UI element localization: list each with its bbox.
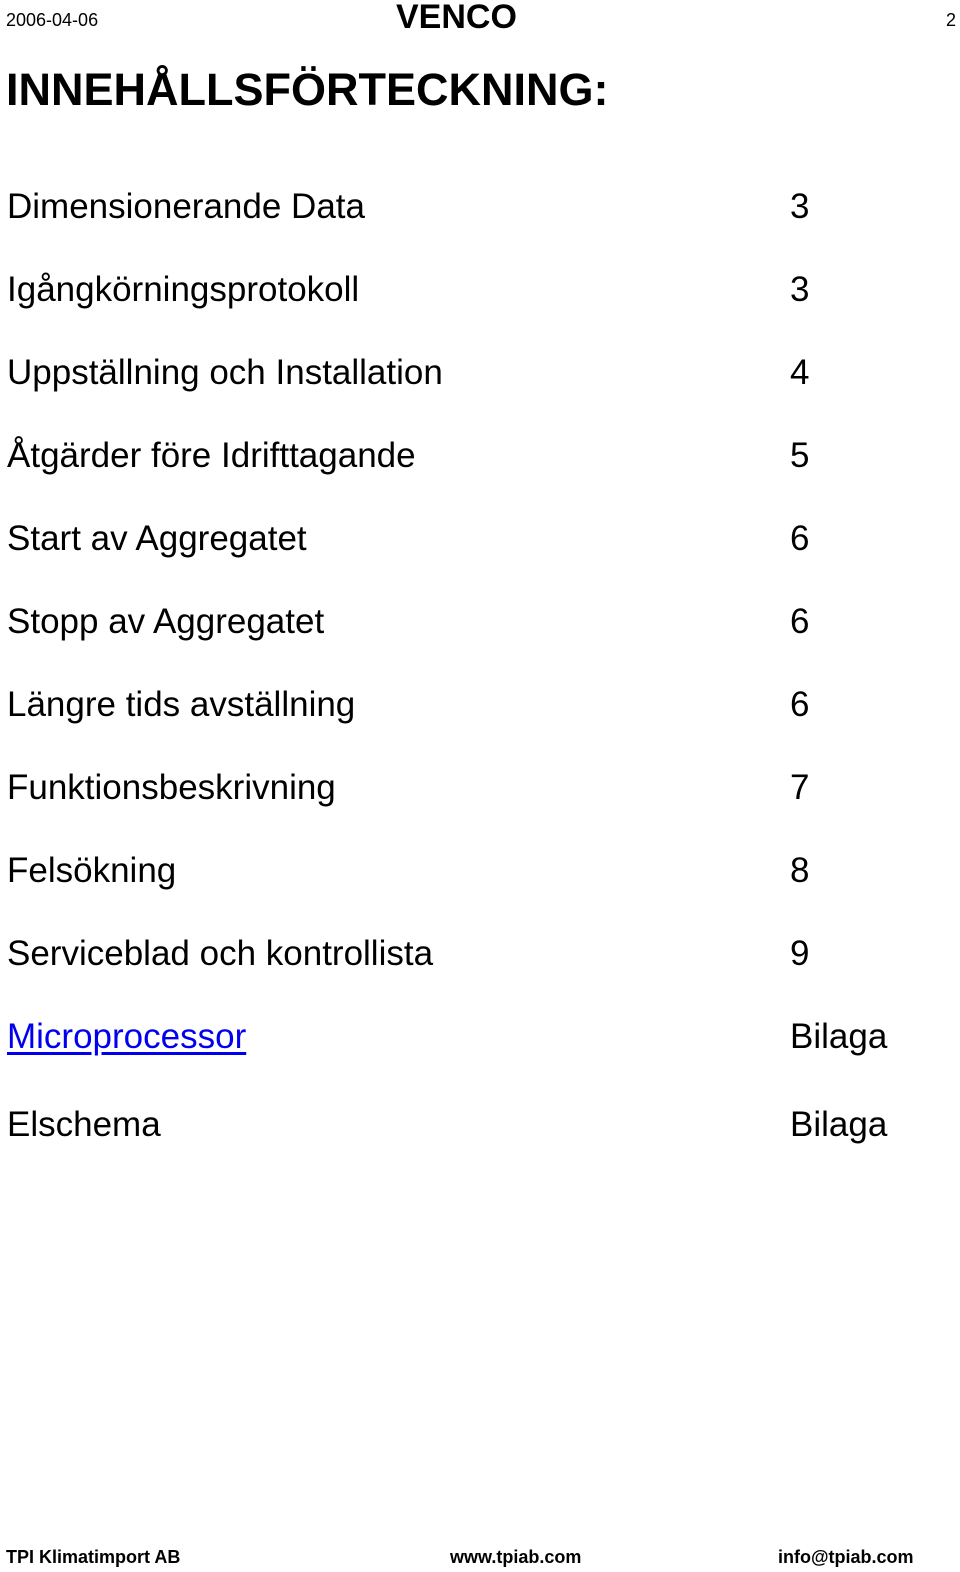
toc-item-page: 4 [790,353,810,392]
toc-item-page: 8 [790,851,810,890]
toc-item-page: 3 [790,270,810,309]
footer-company: TPI Klimatimport AB [6,1547,181,1567]
header-date: 2006-04-06 [6,10,99,30]
toc-item-page: 6 [790,685,810,724]
toc-item-label: Funktionsbeskrivning [7,768,336,807]
toc-item-funktionsbeskrivning [0,766,960,814]
microprocessor-link[interactable]: Microprocessor [7,1017,247,1056]
toc-item-label: Start av Aggregatet [7,519,307,558]
toc-item-page: 7 [790,768,810,807]
toc-item-label: Stopp av Aggregatet [7,602,325,641]
toc-item-page: 6 [790,602,810,641]
page-number: 2 [945,10,956,30]
toc-item-page: Bilaga [790,1105,888,1144]
toc-item-atgarder-fore-idrifttagande [0,434,960,482]
toc-item-elschema [0,1103,960,1151]
toc-item-igangkorningsprotokoll [0,268,960,316]
toc-item-label: Åtgärder före Idrifttagande [7,436,416,475]
toc-item-label: Dimensionerande Data [7,187,365,226]
toc-item-dimensionerande-data [0,185,960,233]
toc-item-label: Längre tids avställning [7,685,356,724]
brand-name: VENCO [396,0,517,36]
page-footer [0,1546,960,1570]
toc-item-page: 5 [790,436,810,475]
toc-item-label: Uppställning och Installation [7,353,443,392]
toc-item-uppstallning-och-installation [0,351,960,399]
toc-item-label: Felsökning [7,851,177,890]
toc-item-page: Bilaga [790,1017,888,1056]
toc-item-stopp-av-aggregatet [0,600,960,648]
toc-item-microprocessor [0,1015,960,1063]
toc-item-felsokning [0,849,960,897]
toc-item-label: Igångkörningsprotokoll [7,270,360,309]
toc-item-label: Elschema [7,1105,161,1144]
toc-item-langre-tids-avstallning [0,683,960,731]
footer-website: www.tpiab.com [450,1547,582,1567]
toc-item-serviceblad-och-kontrollista [0,932,960,980]
toc-item-page: 6 [790,519,810,558]
page-title: INNEHÅLLSFÖRTECKNING: [6,64,609,115]
toc-item-page: 3 [790,187,810,226]
toc-item-page: 9 [790,934,810,973]
footer-email: info@tpiab.com [778,1547,914,1567]
toc-item-start-av-aggregatet [0,517,960,565]
toc-item-label: Serviceblad och kontrollista [7,934,434,973]
